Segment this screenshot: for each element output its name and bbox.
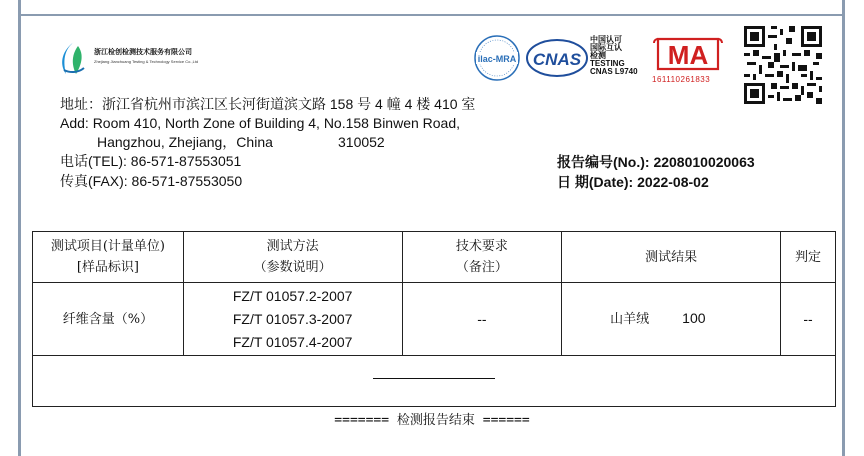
tel: 电话(TEL): 86-571-87553051 [60,153,242,169]
header-requirement: 技术要求 （备注） [402,232,562,283]
qr-code-icon[interactable] [744,26,822,104]
address-cn: 地址：浙江省杭州市滨江区长河街道滨文路 158 号 4 幢 4 楼 410 室 [60,96,476,112]
ilac-label: ilac-MRA [477,54,517,64]
end-divider-line [373,378,495,379]
page-border-left [18,0,21,456]
cma-number: 161110261833 [652,75,711,84]
table-header-row [33,232,836,283]
ilac-mra-logo-icon [470,34,524,82]
blank-row-cell [33,356,836,407]
cnas-accreditation-text: 中国认可 国际互认 检测 TESTING CNAS L9740 [590,35,638,76]
company-logo-icon [56,40,88,76]
row-requirement: -- [402,283,562,356]
row-item: 纤维含量（%） [33,283,184,356]
report-end-marker: ======= 检测报告结束 ====== [334,413,530,428]
report-date: 日 期(Date): 2022-08-02 [557,174,709,190]
address-en-line1: Add: Room 410, North Zone of Building 4, No.158 Binwen Road, [60,115,461,131]
table-blank-row [33,356,836,407]
postcode: 310052 [338,134,385,150]
company-name-cn: 浙江检创检测技术服务有限公司 [94,49,192,56]
cnas-logo-icon [526,38,588,78]
fax: 传真(FAX): 86-571-87553050 [60,173,243,189]
report-number: 报告编号(No.): 2208010020063 [557,154,755,170]
cma-logo-icon [652,37,724,71]
header-judgement: 判定 [781,232,836,283]
table-row [33,283,836,356]
cnas-label: CNAS [532,50,582,69]
page-border-right [842,0,845,456]
row-methods: FZ/T 01057.2-2007 FZ/T 01057.3-2007 FZ/T 01057.4-2007 [183,283,402,356]
header-method: 测试方法 （参数说明） [183,232,402,283]
results-table [32,231,836,407]
header-item: 测试项目(计量单位) [样品标识] [33,232,184,283]
ma-label: MA [667,40,709,70]
row-judgement: -- [781,283,836,356]
header-result: 测试结果 [562,232,781,283]
address-en-line2: Hangzhou, Zhejiang，China [97,134,273,150]
row-result: 山羊绒 100 [562,283,781,356]
company-name-en: Zhejiang Jianchuang Testing & Technology Service Co.,Ltd [94,59,199,64]
page-border-top [18,14,845,16]
